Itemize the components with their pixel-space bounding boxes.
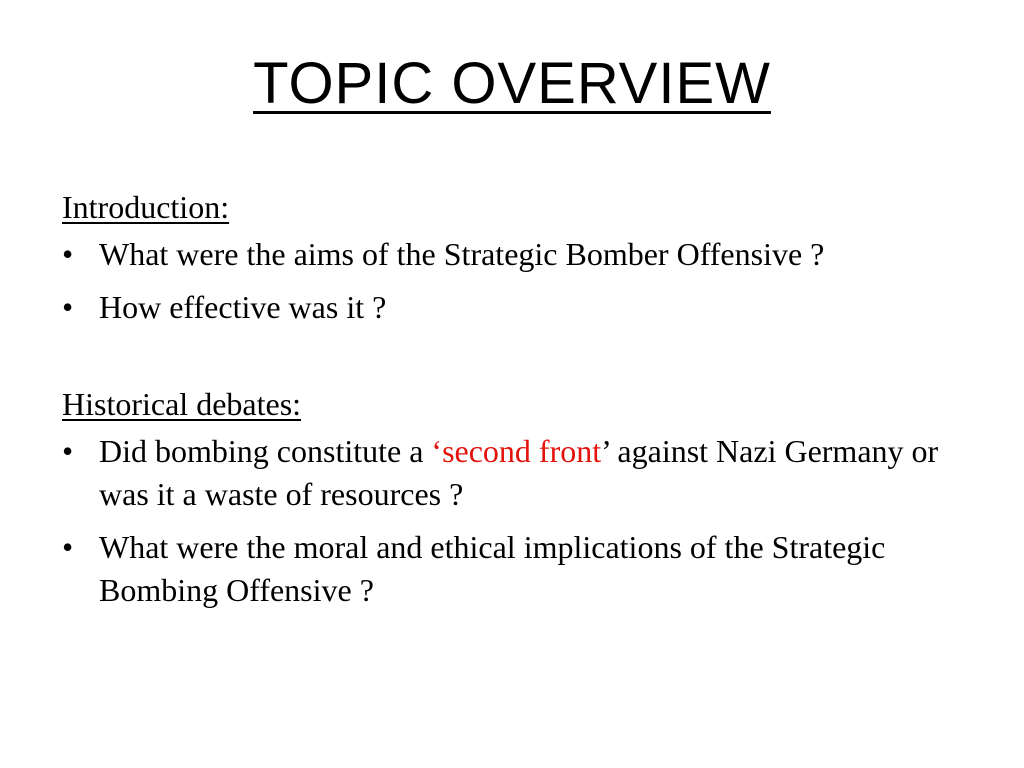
section-heading: Introduction: [62, 189, 230, 225]
bullet-list [62, 233, 962, 329]
slide-body [62, 186, 962, 622]
bullet-icon: • [62, 236, 74, 272]
bullet-icon: • [62, 433, 74, 469]
list-item [62, 233, 962, 276]
list-item-text: What were the aims of the Strategic Bomber Offensive ? [99, 236, 825, 272]
list-item [62, 526, 962, 612]
section-heading: Historical debates: [62, 386, 302, 422]
slide-title: TOPIC OVERVIEW [253, 51, 771, 116]
bullet-list [62, 430, 962, 612]
highlighted-text: ‘second front [431, 433, 602, 469]
list-item-text: How effective was it ? [99, 289, 387, 325]
list-item-text-after: ’ against Nazi Germany or was it a waste of resources ? [99, 433, 939, 512]
list-item-text: What were the moral and ethical implications of the Strategic Bombing Offensive ? [99, 529, 886, 608]
list-item [62, 286, 962, 329]
bullet-icon: • [62, 529, 74, 565]
bullet-icon: • [62, 289, 74, 325]
section-historical-debates [62, 383, 962, 612]
list-item [62, 430, 962, 516]
section-introduction [62, 186, 962, 329]
list-item-text-before: Did bombing constitute a [99, 433, 432, 469]
